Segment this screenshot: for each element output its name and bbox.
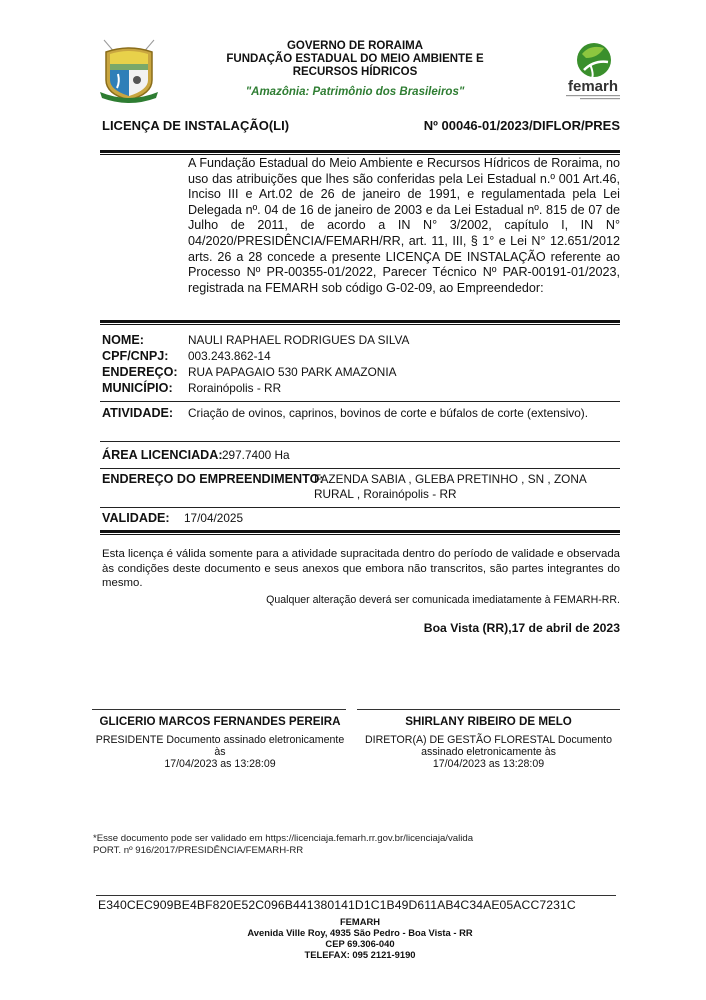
atividade-label: ATIVIDADE: — [102, 406, 174, 420]
header-motto: "Amazônia: Patrimônio dos Brasileiros" — [245, 86, 465, 98]
document-number: Nº 00046-01/2023/DIFLOR/PRES — [423, 118, 620, 133]
signed-timestamp: 17/04/2023 as 13:28:09 — [164, 758, 276, 770]
municipio-label: MUNICÍPIO: — [102, 381, 173, 395]
endereco-empreendimento-line2: RURAL , Rorainópolis - RR — [314, 487, 457, 501]
divider — [100, 401, 620, 402]
document-title: LICENÇA DE INSTALAÇÃO(LI) — [102, 118, 290, 133]
header-government: GOVERNO DE RORAIMA — [286, 40, 424, 52]
endereco-label: ENDEREÇO: — [102, 365, 178, 379]
roraima-coat-of-arms-logo — [96, 38, 162, 106]
divider — [100, 507, 620, 508]
footer-address: Avenida Ville Roy, 4935 São Pedro - Boa Vista - RR — [247, 927, 473, 938]
divider-double — [100, 530, 620, 535]
validade-label: VALIDADE: — [102, 511, 170, 525]
footer-org: FEMARH — [339, 916, 381, 927]
footer-divider — [96, 895, 616, 896]
validity-notice: Esta licença é válida somente para a atividade supracitada dentro do período de validade e observada às condições deste documento e seus anexos que embora não transcritos, são partes integrantes do mesmo. — [102, 548, 620, 589]
signer-role-cont: às — [214, 746, 226, 758]
signer-role: PRESIDENTE Documento assinado eletronicamente — [95, 734, 345, 746]
validation-url-text: *Esse documento pode ser validado em https://licenciaja.femarh.rr.gov.br/licenciaja/valida — [93, 833, 474, 844]
footer-cep: CEP 69.306-040 — [325, 938, 395, 949]
change-notice: Qualquer alteração deverá ser comunicada imediatamente à FEMARH-RR. — [266, 594, 620, 606]
place-and-date: Boa Vista (RR),17 de abril de 2023 — [423, 621, 620, 635]
divider — [100, 441, 620, 442]
divider-double — [100, 320, 620, 325]
nome-label: NOME: — [102, 333, 144, 347]
femarh-logo — [560, 40, 626, 102]
signature-line-right — [357, 709, 620, 710]
area-value: 297.7400 Ha — [222, 448, 290, 462]
municipio-value: Rorainópolis - RR — [188, 381, 282, 395]
endereco-empreendimento-label: ENDEREÇO DO EMPREENDIMENTO: — [102, 472, 324, 486]
signer-role: DIRETOR(A) DE GESTÃO FLORESTAL Documento — [364, 734, 613, 746]
femarh-leaf-icon — [560, 40, 626, 102]
header-foundation: FUNDAÇÃO ESTADUAL DO MEIO AMBIENTE E — [226, 53, 484, 65]
signature-line-left — [92, 709, 346, 710]
validation-note — [93, 833, 473, 856]
footer-address-block — [180, 916, 540, 960]
footer-phone: TELEFAX: 095 2121-9190 — [304, 949, 416, 960]
femarh-wordmark: femarh — [567, 78, 619, 95]
endereco-empreendimento-line1: FAZENDA SABIA , GLEBA PRETINHO , SN , ZONA — [314, 472, 587, 486]
divider — [100, 468, 620, 469]
signed-timestamp: 17/04/2023 as 13:28:09 — [432, 758, 545, 770]
signature-block-director — [357, 714, 620, 770]
divider-double — [100, 150, 620, 155]
atividade-value: Criação de ovinos, caprinos, bovinos de corte e búfalos de corte (extensivo). — [188, 406, 588, 420]
header-foundation-cont: RECURSOS HÍDRICOS — [292, 66, 418, 78]
cpf-label: CPF/CNPJ: — [102, 349, 169, 363]
cpf-value: 003.243.862-14 — [188, 349, 271, 363]
validade-value: 17/04/2025 — [184, 511, 244, 525]
coat-of-arms-icon — [96, 38, 162, 106]
signature-block-president — [88, 714, 352, 770]
area-label: ÁREA LICENCIADA: — [102, 448, 223, 462]
portaria-reference: PORT. nº 916/2017/PRESIDÊNCIA/FEMARH-RR — [93, 844, 304, 856]
nome-value: NAULI RAPHAEL RODRIGUES DA SILVA — [188, 333, 410, 347]
signer-name: SHIRLANY RIBEIRO DE MELO — [405, 715, 572, 728]
endereco-value: RUA PAPAGAIO 530 PARK AMAZONIA — [188, 365, 397, 379]
document-hash: E340CEC909BE4BF820E52C096B441380141D1C1B49D611AB4C34AE05ACC7231C — [98, 898, 576, 912]
signer-role-cont: assinado eletronicamente às — [421, 746, 556, 758]
signer-name: GLICERIO MARCOS FERNANDES PEREIRA — [99, 715, 341, 728]
preamble-text: A Fundação Estadual do Meio Ambiente e Recursos Hídricos de Roraima, no uso das atribuições que lhes são conferidas pela Lei Estadual n.º 001 Art.46, Inciso III e Art.02 de 26 de janeiro de 1991, e regulamentada pela Lei Delegada nº. 04 de 16 de janeiro de 2003 e da Lei Estadual nº. 815 de 07 de Julho de 2011, de acordo a IN N° 3/2002, capítulo I, IN N° 04/2020/PRESIDÊNCIA/FEMARH/RR, art. 11, III, § 1° e Lei N° 12.651/2012 arts. 26 a 28 concede a presente LICENÇA DE INSTALAÇÃO referente ao Processo Nº PR-00355-01/2022, Parecer Técnico Nº PAR-00191-01/2023, registrada na FEMARH sob código G-02-09, ao Empreendedor: — [188, 156, 620, 295]
